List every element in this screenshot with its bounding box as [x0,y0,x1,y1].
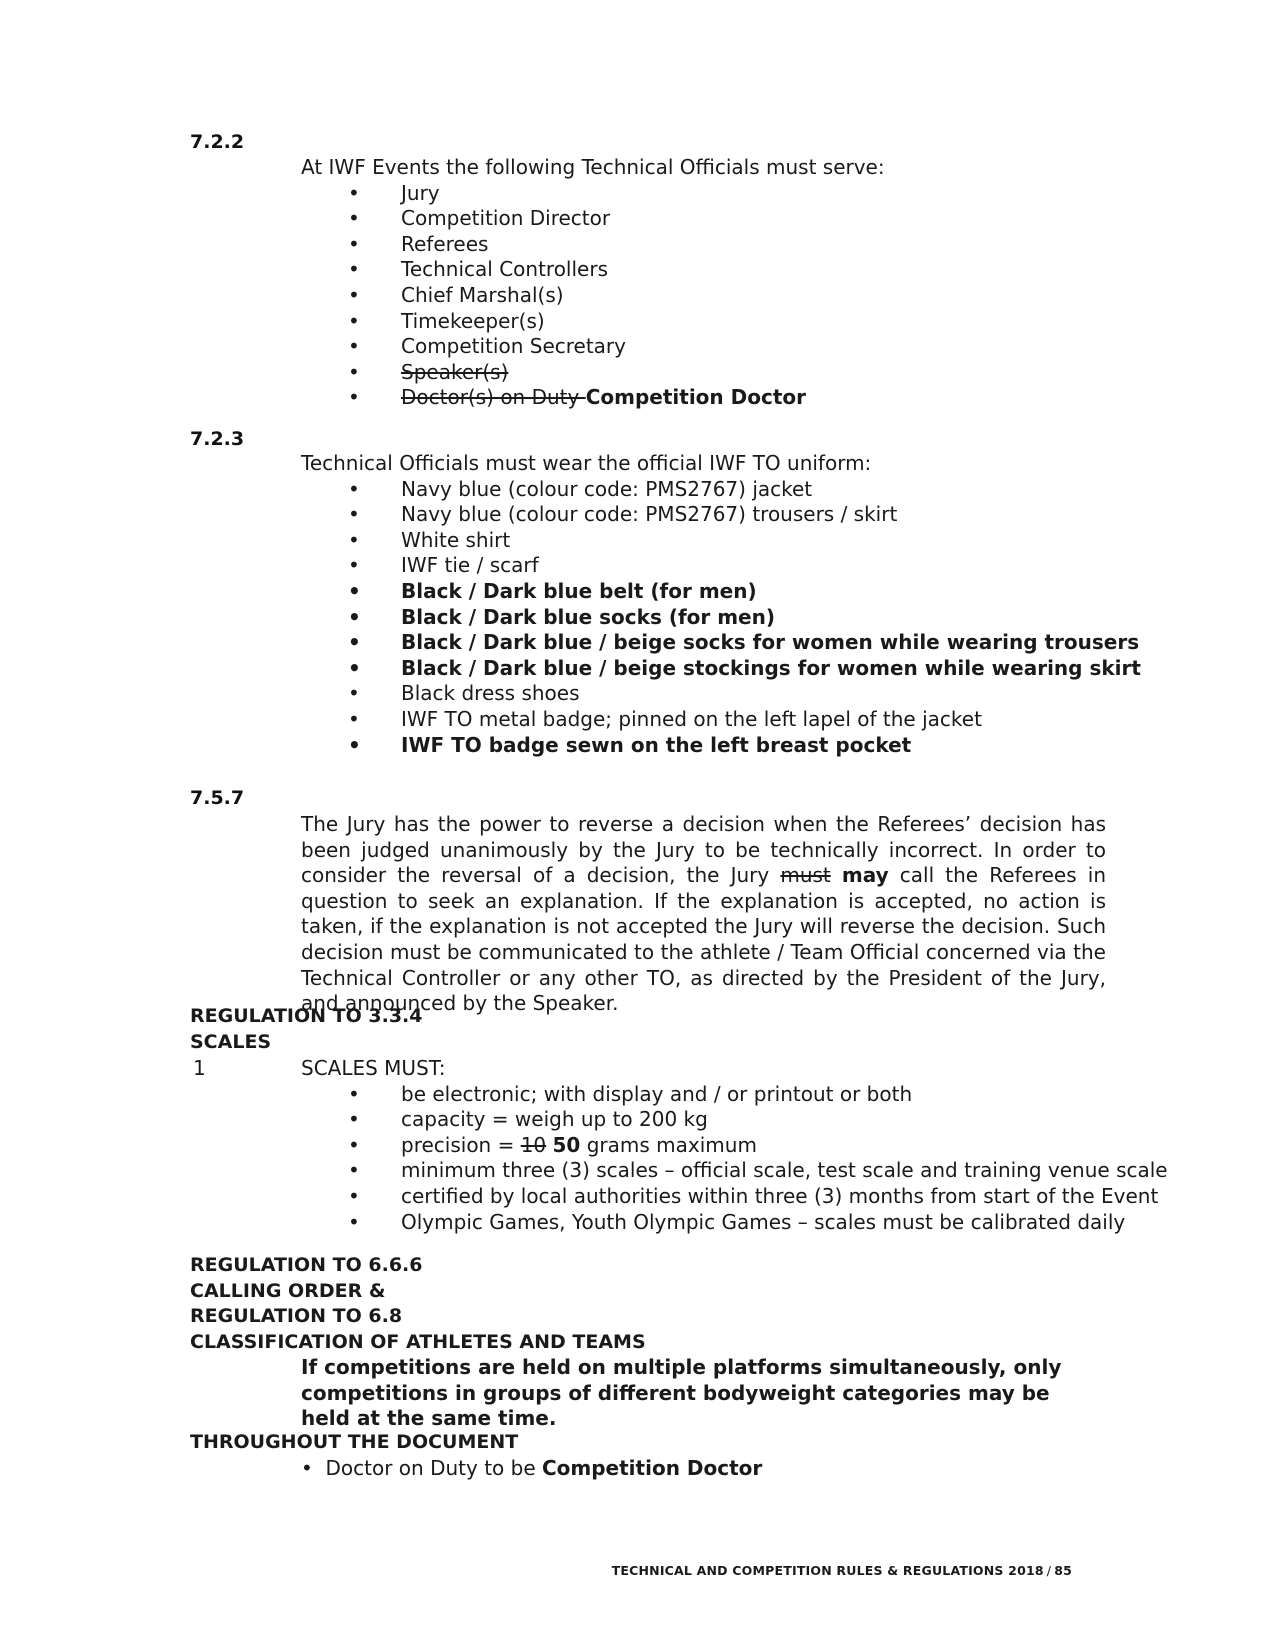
list-item [301,385,1106,411]
section-paragraph [301,812,1106,1017]
list-item: • Timekeeper(s) [301,309,1106,335]
item-number: 1 [193,1056,206,1080]
list-item: • be electronic; with display and / or printout or both [301,1082,1106,1108]
bullet-glyph: • [301,1456,313,1480]
inserted-text: may [841,863,889,888]
scales-list [301,1081,1168,1236]
item-text: grams maximum [580,1132,757,1157]
officials-list [301,181,1106,411]
section-intro: SCALES MUST: [301,1056,446,1080]
list-item: • Competition Director [301,206,1106,232]
section-intro: At IWF Events the following Technical Officials must serve: [301,155,885,179]
list-item: • Technical Controllers [301,257,1106,283]
list-item: • Navy blue (colour code: PMS2767) trousers / skirt [301,502,1106,528]
list-item: • certified by local authorities within three (3) months from start of the Event [301,1184,1106,1210]
heading-line: CALLING ORDER & [190,1279,386,1302]
heading-line: REGULATION TO 3.3.4 [190,1005,423,1027]
section-number-7-5-7: 7.5.7 [190,787,245,809]
footer-separator: / [1046,1563,1052,1578]
list-item: • IWF TO metal badge; pinned on the left lapel of the jacket [301,707,1106,733]
inserted-text: Competition Doctor [585,385,806,410]
inserted-text: 50 [552,1132,581,1157]
section-7-2-3 [301,451,1141,758]
bold-paragraph: If competitions are held on multiple platforms simultaneously, only competitions in groups of different bodyweight categories may be held at the same time. [301,1355,1062,1431]
heading-line: THROUGHOUT THE DOCUMENT [190,1431,519,1453]
list-item: • IWF tie / scarf [301,553,1106,579]
list-item: • Black dress shoes [301,681,1106,707]
struck-text: must [780,863,831,888]
regulation-3-3-4-heading [190,1004,423,1055]
list-item: • IWF TO badge sewn on the left breast pocket [301,733,1106,759]
paragraph-text: call the Referees in question to seek an explanation. If the explanation is accepted, no action is taken, if the explanation is not accepted the Jury will reverse the decision. Such decision must be communicated to the athlete / Team Official concerned via the Technical Controller or any other TO, as directed by the President of the Jury, and announced by the Speaker. [301,863,1107,1016]
regulation-6-6-6-heading [190,1253,646,1355]
list-item: • Black / Dark blue / beige stockings for women while wearing skirt [301,656,1106,682]
list-item: • minimum three (3) scales – official scale, test scale and training venue scale [301,1158,1106,1184]
heading-line: REGULATION TO 6.8 [190,1305,403,1328]
paragraph-text: The Jury has the power to reverse a decision when the Referees’ decision has been judged unanimously by the Jury to be technically incorrect. In order to consider the reversal of a decision, the Jury [301,812,1106,888]
item-text: precision = [401,1132,521,1157]
list-item: • White shirt [301,528,1106,554]
list-item: • Jury [301,181,1106,207]
scales-section [301,1056,1168,1235]
list-item: • Olympic Games, Youth Olympic Games – scales must be calibrated daily [301,1210,1106,1236]
page-number: 85 [1054,1563,1072,1578]
section-7-2-2 [301,155,1106,411]
section-number-7-2-2: 7.2.2 [190,131,245,153]
list-item: • capacity = weigh up to 200 kg [301,1107,1106,1133]
list-item [301,360,1106,386]
throughout-item [301,1456,762,1482]
section-intro: Technical Officials must wear the official IWF TO uniform: [301,451,872,475]
list-item: • Competition Secretary [301,334,1106,360]
section-7-5-7 [301,812,1106,1017]
struck-text: 10 [520,1132,547,1157]
list-item [301,1133,1106,1159]
throughout-heading [190,1430,518,1456]
heading-line: CLASSIFICATION OF ATHLETES AND TEAMS [190,1330,646,1353]
footer-title: TECHNICAL AND COMPETITION RULES & REGULATIONS 2018 [611,1563,1044,1578]
item-text: Doctor on Duty to be [325,1456,542,1480]
list-item: • Black / Dark blue belt (for men) [301,579,1106,605]
regulation-6-6-6-text [301,1355,1101,1432]
list-item: • Black / Dark blue socks (for men) [301,605,1106,631]
page-footer [612,1563,1072,1578]
struck-text: Speaker(s) [401,359,509,384]
inserted-text: Competition Doctor [541,1456,763,1480]
section-number-7-2-3: 7.2.3 [190,428,245,450]
struck-text: Doctor(s) on Duty [401,385,586,410]
list-item: • Navy blue (colour code: PMS2767) jacket [301,477,1106,503]
heading-line: REGULATION TO 6.6.6 [190,1254,423,1276]
list-item: • Black / Dark blue / beige socks for women while wearing trousers [301,630,1106,656]
heading-line: SCALES [190,1030,272,1053]
uniform-list [301,476,1141,759]
list-item: • Chief Marshal(s) [301,283,1106,309]
list-item: • Referees [301,232,1106,258]
